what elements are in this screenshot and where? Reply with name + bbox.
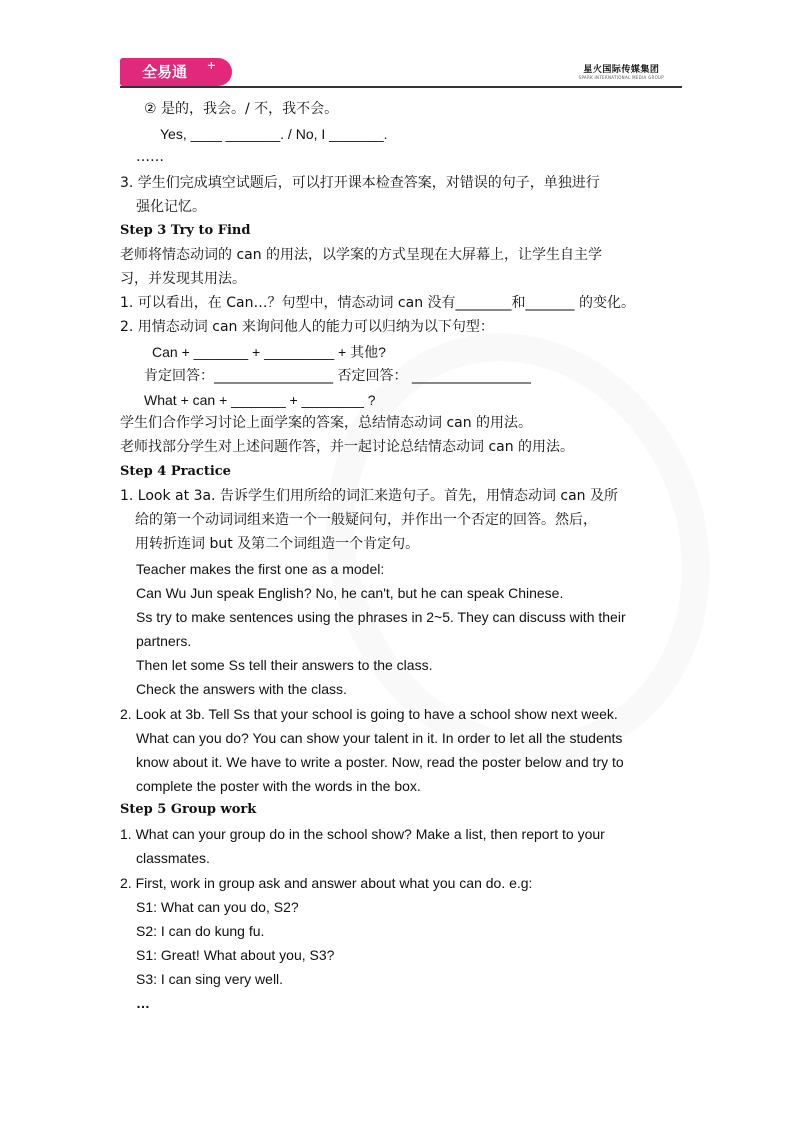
step-5-item-1-line2: classmates. [136,850,210,866]
model-intro: Teacher makes the first one as a model: [136,561,385,577]
pattern-answers: 肯定回答：_________________ 否定回答： _________________ [144,368,531,384]
step-4-item-1-line1: 1. Look at 3a. 告诉学生们用所给的词汇来造句子。首先，用情态动词 can 及所 [120,488,619,504]
practice-tell-answers: Then let some Ss tell their answers to the class. [136,657,433,673]
publisher-name-en: SPARK INTERNATIONAL MEDIA GROUP [578,75,664,80]
step-4-item-1-line3: 用转折连词 but 及第二个词组造一个肯定句。 [135,536,420,552]
dialog-line-3: S1: Great! What about you, S3? [136,947,335,963]
instruction-3-line1: 3. 学生们完成填空试题后，可以打开课本检查答案，对错误的句子，单独进行 [120,175,600,191]
ellipsis: …… [136,149,164,165]
practice-instruction-line2: partners. [136,633,192,649]
dialog-line-2: S2: I can do kung fu. [136,923,265,939]
answer-pattern-cn: ② 是的，我会。/ 不，我不会。 [144,101,339,117]
dialog-line-1: S1: What can you do, S2? [136,899,299,915]
step-3-summary-line1: 学生们合作学习讨论上面学案的答案，总结情态动词 can 的用法。 [120,415,533,431]
step-4-item-2-line3: know about it. We have to write a poster. Now, read the poster below and try to [136,754,624,770]
step-3-para-line1: 老师将情态动词的 can 的用法，以学案的方式呈现在大屏幕上，让学生自主学 [120,247,603,263]
pattern-wh-question: What + can + _______ + ________ ? [144,392,376,408]
step-4-item-2-line2: What can you do? You can show your talent in it. In order to let all the students [136,730,623,746]
dialog-line-4: S3: I can sing very well. [136,971,284,987]
dialog-ellipsis: … [136,995,150,1011]
header-rule [120,86,682,88]
step-4-item-2-line1: 2. Look at 3b. Tell Ss that your school is going to have a school show next week. [120,706,618,722]
step-3-para-line2: 习，并发现其用法。 [120,271,246,287]
model-sentence: Can Wu Jun speak English? No, he can't, but he can speak Chinese. [136,585,564,601]
step-3-summary-line2: 老师找部分学生对上述问题作答，并一起讨论总结情态动词 can 的用法。 [120,439,575,455]
practice-check-answers: Check the answers with the class. [136,681,347,697]
step-4-item-1-line2: 给的第一个动词词组来造一个一般疑问句，并作出一个否定的回答。然后， [135,512,597,528]
pattern-question: Can + _______ + _________ + 其他? [152,344,386,360]
step-3-item-2: 2. 用情态动词 can 来询问他人的能力可以归纳为以下句型： [120,319,494,335]
step-5-heading: Step 5 Group work [120,802,257,817]
logo-text: 全易通 [142,63,188,81]
logo-star: + [206,59,216,72]
practice-instruction-line1: Ss try to make sentences using the phrases in 2~5. They can discuss with their [136,609,626,625]
step-4-heading: Step 4 Practice [120,464,231,479]
page-header [120,56,682,88]
instruction-3-line2: 强化记忆。 [136,199,206,215]
step-3-heading: Step 3 Try to Find [120,223,251,238]
step-4-item-2-line4: complete the poster with the words in the box. [136,778,421,794]
step-5-item-1-line1: 1. What can your group do in the school show? Make a list, then report to your [120,826,605,842]
publisher-brand [579,62,664,80]
step-5-item-2: 2. First, work in group ask and answer about what you can do. e.g: [120,875,533,891]
answer-pattern-en: Yes, ____ _______. / No, I _______. [160,126,388,142]
step-3-item-1: 1. 可以看出，在 Can…？句型中，情态动词 can 没有________和_______ 的变化。 [120,295,635,311]
brand-logo [120,58,232,86]
publisher-name: 星火国际传媒集团 [583,65,660,75]
